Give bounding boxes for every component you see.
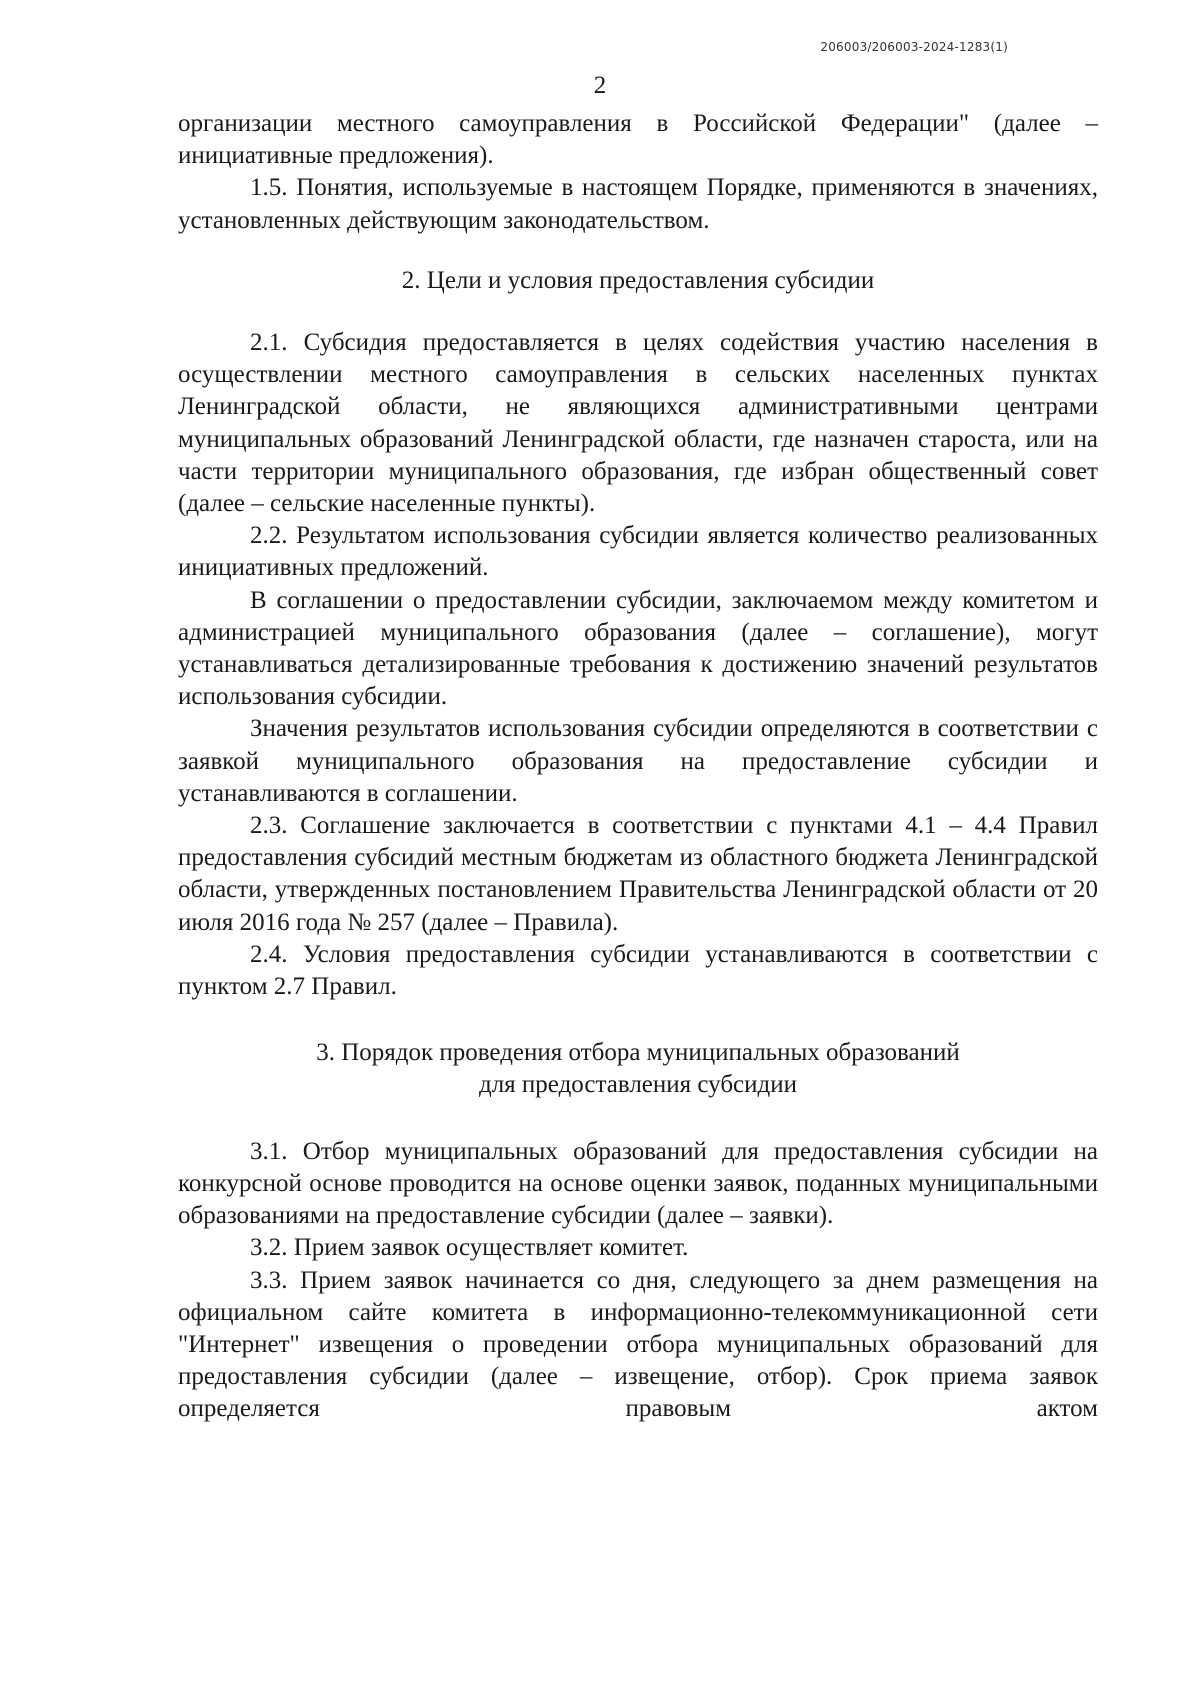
section-3-heading — [178, 1037, 1098, 1101]
document-body — [178, 108, 1098, 1426]
paragraph-2-4: 2.4. Условия предоставления субсидии устанавливаются в соответствии с пунктом 2.7 Правил. — [178, 940, 1098, 1001]
paragraph-2-2: 2.2. Результатом использования субсидии является количество реализованных инициативных предложений. — [178, 522, 1098, 582]
document-id: 206003/206003-2024-1283(1) — [820, 40, 1008, 54]
paragraph-3-3: 3.3. Прием заявок начинается со дня, следующего за днем размещения на официальном сайте комитета в информационно-телекоммуникационной сети "Интернет" извещения о проведении отбора муниципальных образований для предоставления субсидии (далее – извещение, отбор). Срок приема заявок определяется правовым актом — [178, 1266, 1098, 1423]
page-number: 2 — [593, 72, 607, 99]
section-2-heading: 2. Цели и условия предоставления субсидии — [401, 266, 875, 294]
paragraph-3-1: 3.1. Отбор муниципальных образований для предоставления субсидии на конкурсной основе проводится на основе оценки заявок, поданных муниципальными образованиями на предоставление субсидии (далее – заявки). — [178, 1137, 1098, 1230]
paragraph-2-2-values: Значения результатов использования субсидии определяются в соответствии с заявкой муниципального образования на предоставление субсидии и устанавливаются в соглашении. — [178, 715, 1098, 807]
paragraph-intro-continuation: организации местного самоуправления в Российской Федерации" (далее – инициативные предложения). — [178, 110, 1098, 170]
paragraph-1-5: 1.5. Понятия, используемые в настоящем Порядке, применяются в значениях, установленных действующим законодательством. — [178, 174, 1098, 234]
section-3-heading-line-2: для предоставления субсидии — [478, 1071, 798, 1099]
paragraph-2-3: 2.3. Соглашение заключается в соответствии с пунктами 4.1 – 4.4 Правил предоставления субсидий местным бюджетам из областного бюджета Ленинградской области, утвержденных постановлением Правительства Ленинградской области от 20 июля 2016 года № 257 (далее – Правила). — [178, 812, 1098, 936]
paragraph-2-2-agreement: В соглашении о предоставлении субсидии, заключаемом между комитетом и администрацией муниципального образования (далее – соглашение), могут устанавливаться детализированные требования к достижению значений результатов использования субсидии. — [178, 586, 1098, 711]
paragraph-3-2: 3.2. Прием заявок осуществляет комитет. — [250, 1234, 689, 1262]
paragraph-2-1: 2.1. Субсидия предоставляется в целях содействия участию населения в осуществлении местного самоуправления в сельских населенных пунктах Ленинградской области, не являющихся административными центрами муниципальных образований Ленинградской области, где назначен староста, или на части территории муниципального образования, где избран общественный совет (далее – сельские населенные пункты). — [178, 329, 1098, 518]
section-3-heading-line-1: 3. Порядок проведения отбора муниципальных образований — [316, 1039, 960, 1067]
